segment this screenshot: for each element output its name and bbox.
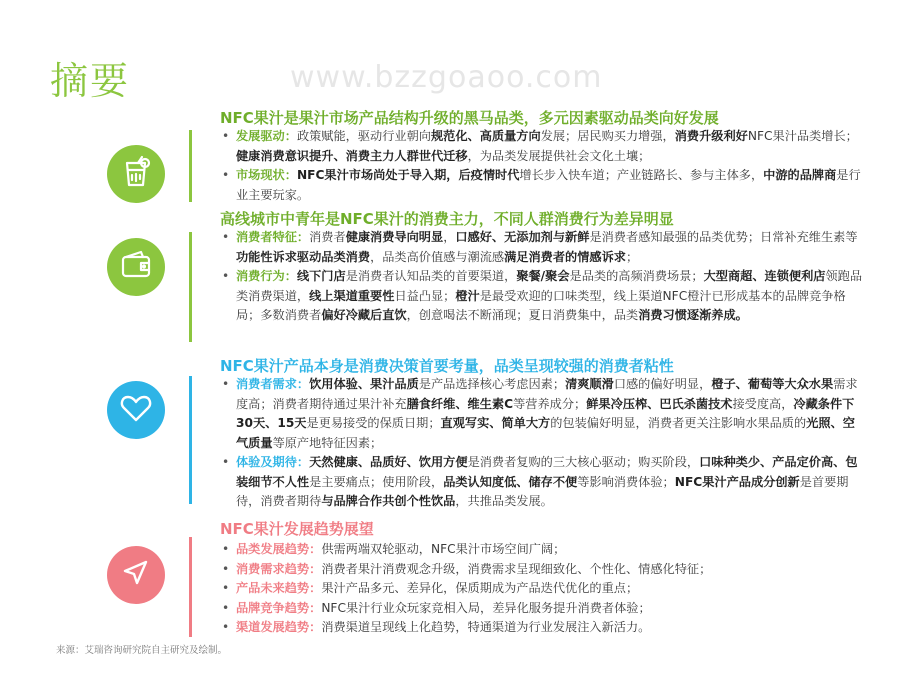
bullet-text: 消费渠道呈现线上化趋势，特通渠道为行业发展注入新活力。	[321, 620, 651, 634]
bullet-text: 是消费者感知最强的品类优势；日常补充维生素等	[589, 230, 858, 244]
bullet-text: 口感的偏好明显，	[613, 377, 712, 391]
bullet-emphasis: 清爽顺滑	[565, 377, 614, 391]
bullet-item	[220, 127, 865, 166]
bullet-text: 消费者果汁消费观念升级，消费需求呈现细致化、个性化、情感化特征；	[321, 561, 712, 576]
bullet-text: ，创意喝法不断涌现；夏日消费集中，品类	[406, 308, 639, 322]
section-3-title: NFC果汁产品本身是消费决策首要考量，品类呈现较强的消费者粘性	[220, 357, 674, 375]
heart-icon	[119, 391, 153, 429]
bullet-text: ，品类高价值感与潮流感	[370, 249, 505, 264]
bullet-label: 消费者特征：	[236, 230, 310, 244]
bullet-text: 供需两端双轮驱动，NFC果汁市场空间广阔；	[321, 542, 566, 556]
bullet-text: 是最受欢迎的口味类型，线上渠道NFC橙汁已形成基本的品牌竞争格局；多数消费者	[236, 288, 846, 322]
bullet-emphasis: 消费习惯逐渐养成。	[638, 308, 748, 322]
bullet-emphasis: 消费升级利好	[674, 129, 748, 143]
bullet-emphasis: 鲜果冷压榨、巴氏杀菌技术	[586, 396, 733, 411]
bullet-emphasis: 线上渠道重要性	[309, 288, 395, 303]
bullet-emphasis: 大型商超、连锁便利店	[703, 269, 826, 283]
section-4-title: NFC果汁发展趋势展望	[220, 520, 374, 538]
bullet-text: 是更易接受的保质日期；	[306, 416, 441, 430]
bullet-item	[220, 599, 865, 619]
bullet-emphasis: NFC果汁产品成分创新	[674, 474, 800, 489]
bullet-text: 接受度高，	[732, 396, 794, 411]
bullet-text: NFC果汁行业众玩家竞相入局，差异化服务提升消费者体验；	[321, 600, 651, 615]
bullet-emphasis: 光照、空气质量	[236, 416, 855, 450]
bullet-text: 日益凸显；	[394, 288, 456, 303]
bullet-item	[220, 453, 865, 512]
bullet-text: 是消费者复购的三大核心驱动；购买阶段，	[467, 455, 700, 469]
juice-glass-icon	[119, 155, 153, 193]
bullet-text: 果汁产品多元、差异化，保质期成为产品迭代优化的重点；	[321, 581, 639, 595]
bullet-emphasis: NFC果汁市场尚处于导入期，后疫情时代	[296, 168, 520, 182]
section-3-divider	[189, 376, 192, 504]
bullet-emphasis: 品类认知度低、储存不便	[443, 474, 578, 489]
bullet-emphasis: 橙汁	[455, 288, 480, 303]
bullet-label: 消费需求趋势：	[236, 561, 322, 576]
bullet-text: 等营养成分；	[513, 396, 587, 411]
section-3-badge	[107, 381, 165, 439]
bullet-text: NFC果汁品类增长；	[747, 129, 858, 143]
section-1-bullets	[220, 127, 865, 205]
bullet-text: 是品类的高频消费场景；	[569, 269, 704, 283]
source-note: 来源：艾瑞咨询研究院自主研究及绘制。	[56, 645, 228, 656]
bullet-text: 领跑品类消费渠道，	[236, 269, 863, 303]
bullet-emphasis: 规范化、高质量方向	[431, 129, 541, 143]
bullet-label: 消费行为：	[236, 269, 297, 283]
section-2-bullets	[220, 228, 865, 326]
bullet-emphasis: 口感好、无添加剂与新鲜	[455, 230, 590, 244]
bullet-item	[220, 579, 865, 599]
wallet-icon	[119, 248, 153, 286]
section-2-divider	[189, 232, 192, 342]
bullet-emphasis: 膳食纤维、维生素C	[406, 396, 514, 411]
bullet-emphasis: 口味种类少、产品定价高、包装细节不人性	[236, 455, 858, 489]
bullet-text: 的包装偏好明显，消费者更关注影响水果品质的	[550, 416, 807, 430]
bullet-label: 消费者需求：	[236, 377, 310, 391]
section-2-badge	[107, 238, 165, 296]
bullet-emphasis: 功能性诉求驱动品类消费	[236, 249, 371, 264]
bullet-text: ，共推品类发展。	[455, 494, 553, 508]
bullet-emphasis: 聚餐/聚会	[516, 269, 570, 283]
bullet-label: 发展驱动：	[236, 129, 297, 143]
bullet-label: 渠道发展趋势：	[236, 620, 322, 634]
bullet-item	[220, 540, 865, 560]
bullet-emphasis: 健康消费意识提升、消费主力人群世代迁移	[236, 148, 468, 163]
bullet-text: 是首要期待，消费者期待	[236, 474, 849, 508]
bullet-text: ，	[443, 230, 456, 244]
bullet-item	[220, 375, 865, 453]
section-3-bullets	[220, 375, 865, 512]
section-1-divider	[189, 130, 192, 202]
bullet-emphasis: 冷藏条件下30天、15天	[236, 396, 855, 430]
bullet-item	[220, 166, 865, 205]
bullet-text: 需求度高；消费者期待通过果汁补充	[236, 377, 858, 411]
bullet-text: 是产品选择核心考虑因素；	[418, 377, 566, 391]
bullet-text: 消费者	[309, 230, 346, 244]
bullet-emphasis: 直观写实、简单大方	[440, 416, 551, 430]
bullet-text: 是消费者认知品类的首要渠道，	[345, 269, 517, 283]
bullet-emphasis: 饮用体验、果汁品质	[309, 377, 419, 391]
bullet-emphasis: 中游的品牌商	[763, 168, 837, 182]
bullet-item	[220, 267, 865, 326]
watermark: www.bzzgoaoo.com	[290, 60, 603, 95]
bullet-label: 市场现状：	[236, 168, 297, 182]
bullet-text: ，为品类发展提供社会文化土壤；	[467, 148, 651, 163]
bullet-text: 是行业主要玩家。	[236, 168, 861, 202]
bullet-text: 等影响消费体验；	[577, 474, 675, 489]
section-4-divider	[189, 537, 192, 637]
section-4-bullets	[220, 540, 865, 638]
bullet-text: ；	[626, 249, 639, 264]
navigation-arrow-icon	[119, 556, 153, 594]
bullet-emphasis: 满足消费者的情感诉求	[504, 249, 626, 264]
bullet-emphasis: 与品牌合作共创个性饮品	[321, 494, 456, 508]
section-1-badge	[107, 145, 165, 203]
bullet-item	[220, 560, 865, 580]
bullet-emphasis: 橙子、葡萄等大众水果	[711, 377, 834, 391]
page-title: 摘要	[50, 59, 131, 103]
section-4-badge	[107, 546, 165, 604]
bullet-emphasis: 天然健康、品质好、饮用方便	[309, 455, 468, 469]
bullet-emphasis: 健康消费导向明显	[345, 230, 444, 244]
bullet-text: 发展；居民购买力增强，	[540, 129, 675, 143]
bullet-label: 品牌竞争趋势：	[236, 600, 322, 615]
bullet-item	[220, 228, 865, 267]
bullet-label: 品类发展趋势：	[236, 542, 322, 556]
bullet-label: 产品未来趋势：	[236, 581, 322, 595]
bullet-emphasis: 偏好冷藏后直饮	[321, 308, 407, 322]
section-1-title: NFC果汁是果汁市场产品结构升级的黑马品类，多元因素驱动品类向好发展	[220, 109, 719, 127]
bullet-emphasis: 线下门店	[296, 269, 346, 283]
bullet-label: 体验及期待：	[236, 455, 310, 469]
bullet-text: 增长步入快车道；产业链路长、参与主体多，	[519, 168, 764, 182]
section-2-title: 高线城市中青年是NFC果汁的消费主力，不同人群消费行为差异明显	[220, 210, 674, 228]
bullet-item	[220, 618, 865, 638]
bullet-text: 政策赋能，驱动行业朝向	[296, 129, 431, 143]
bullet-text: 是主要痛点；使用阶段，	[309, 474, 444, 489]
bullet-text: 等原产地特征因素；	[272, 435, 383, 450]
